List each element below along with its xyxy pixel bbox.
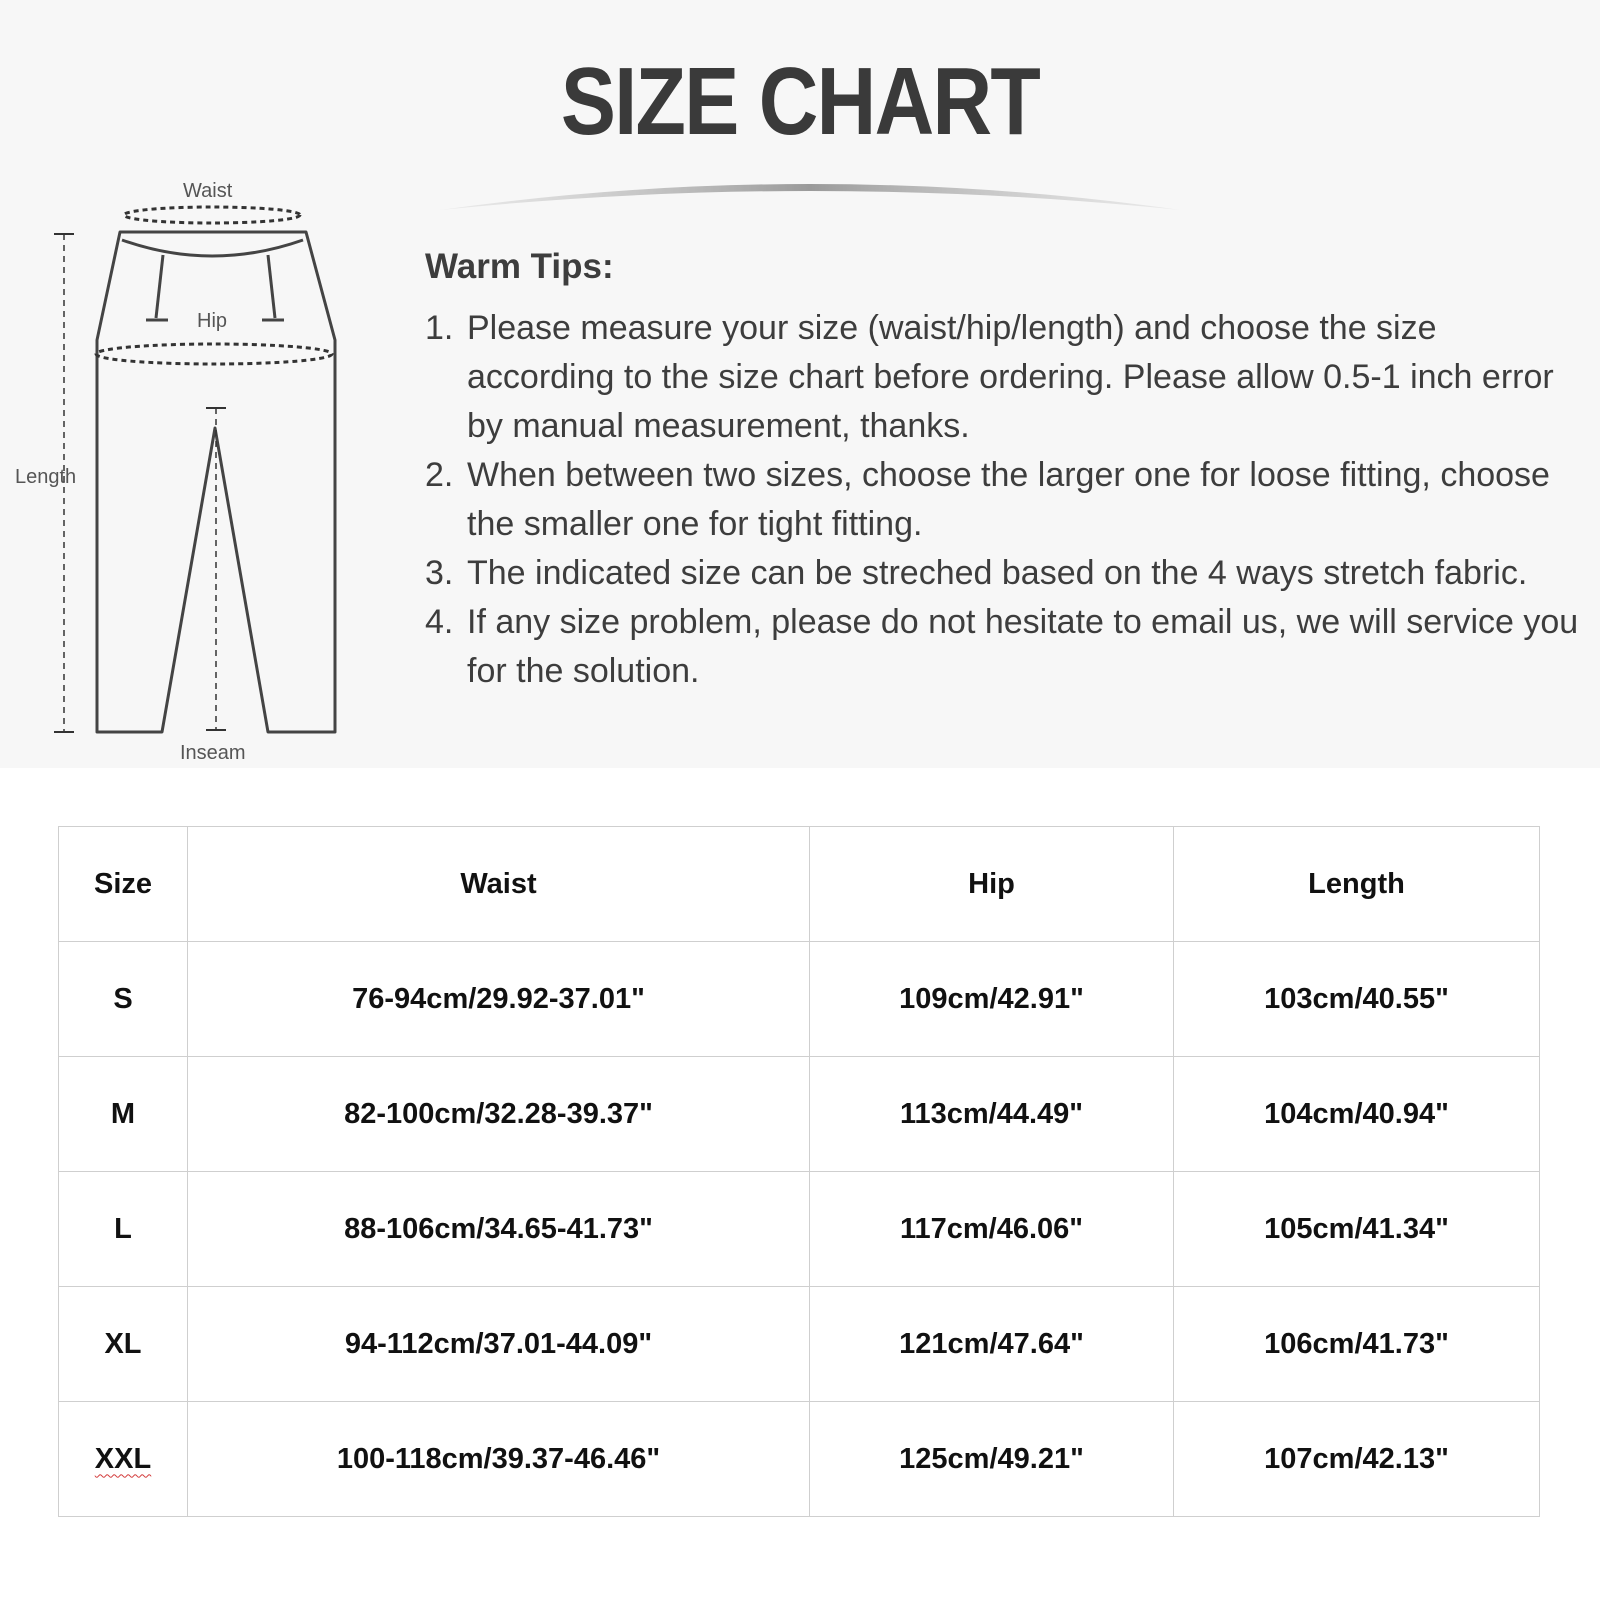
- tip-text: If any size problem, please do not hesitate to email us, we will service you for the solution.: [467, 603, 1579, 690]
- size-cell: S: [59, 942, 188, 1057]
- size-cell: L: [59, 1172, 188, 1287]
- length-cell: 103cm/40.55": [1174, 942, 1540, 1057]
- tip-item: [425, 549, 1585, 598]
- length-label: Length: [15, 466, 77, 488]
- size-cell: XL: [59, 1287, 188, 1402]
- hip-cell: 109cm/42.91": [810, 942, 1174, 1057]
- tip-text: When between two sizes, choose the larger one for loose fitting, choose the smaller one for tight fitting.: [467, 456, 1550, 543]
- tip-item: [425, 598, 1585, 696]
- header-waist: Waist: [188, 827, 810, 942]
- size-table: [58, 826, 1540, 1517]
- waist-cell: 82-100cm/32.28-39.37": [188, 1057, 810, 1172]
- hip-cell: 121cm/47.64": [810, 1287, 1174, 1402]
- hip-label: Hip: [197, 310, 228, 332]
- page-title: SIZE CHART: [560, 48, 1040, 155]
- info-panel: [0, 0, 1600, 768]
- tip-number: 3.: [425, 554, 454, 592]
- header-length: Length: [1174, 827, 1540, 942]
- tip-number: 4.: [425, 603, 454, 641]
- table-row: [59, 1057, 1540, 1172]
- length-cell: 105cm/41.34": [1174, 1172, 1540, 1287]
- tip-list: [425, 304, 1585, 696]
- hip-cell: 125cm/49.21": [810, 1402, 1174, 1517]
- swoosh-divider: [440, 168, 1180, 228]
- tip-text: Please measure your size (waist/hip/length) and choose the size according to the size chart before ordering. Please allow 0.5-1 inch error by manual measurement, thanks.: [467, 309, 1554, 445]
- warm-tips: [425, 244, 1585, 696]
- pants-diagram: [0, 170, 360, 770]
- header-size: Size: [59, 827, 188, 942]
- size-cell: M: [59, 1057, 188, 1172]
- table-row: [59, 1287, 1540, 1402]
- warm-tips-heading: Warm Tips:: [425, 247, 614, 286]
- table-header-row: [59, 827, 1540, 942]
- hip-cell: 117cm/46.06": [810, 1172, 1174, 1287]
- waist-cell: 94-112cm/37.01-44.09": [188, 1287, 810, 1402]
- waist-cell: 76-94cm/29.92-37.01": [188, 942, 810, 1057]
- table-row: [59, 942, 1540, 1057]
- tip-number: 1.: [425, 309, 454, 347]
- table-row: [59, 1172, 1540, 1287]
- inseam-label: Inseam: [180, 742, 246, 764]
- hip-cell: 113cm/44.49": [810, 1057, 1174, 1172]
- length-cell: 104cm/40.94": [1174, 1057, 1540, 1172]
- tip-item: [425, 451, 1585, 549]
- size-cell: [59, 1402, 188, 1517]
- length-cell: 107cm/42.13": [1174, 1402, 1540, 1517]
- header-hip: Hip: [810, 827, 1174, 942]
- waist-cell: 88-106cm/34.65-41.73": [188, 1172, 810, 1287]
- size-xxl-label: XXL: [94, 1442, 152, 1475]
- length-cell: 106cm/41.73": [1174, 1287, 1540, 1402]
- tip-number: 2.: [425, 456, 454, 494]
- tip-item: [425, 304, 1585, 451]
- tip-text: The indicated size can be streched based on the 4 ways stretch fabric.: [467, 554, 1528, 592]
- waist-cell: 100-118cm/39.37-46.46": [188, 1402, 810, 1517]
- table-row: [59, 1402, 1540, 1517]
- waist-label: Waist: [183, 180, 233, 202]
